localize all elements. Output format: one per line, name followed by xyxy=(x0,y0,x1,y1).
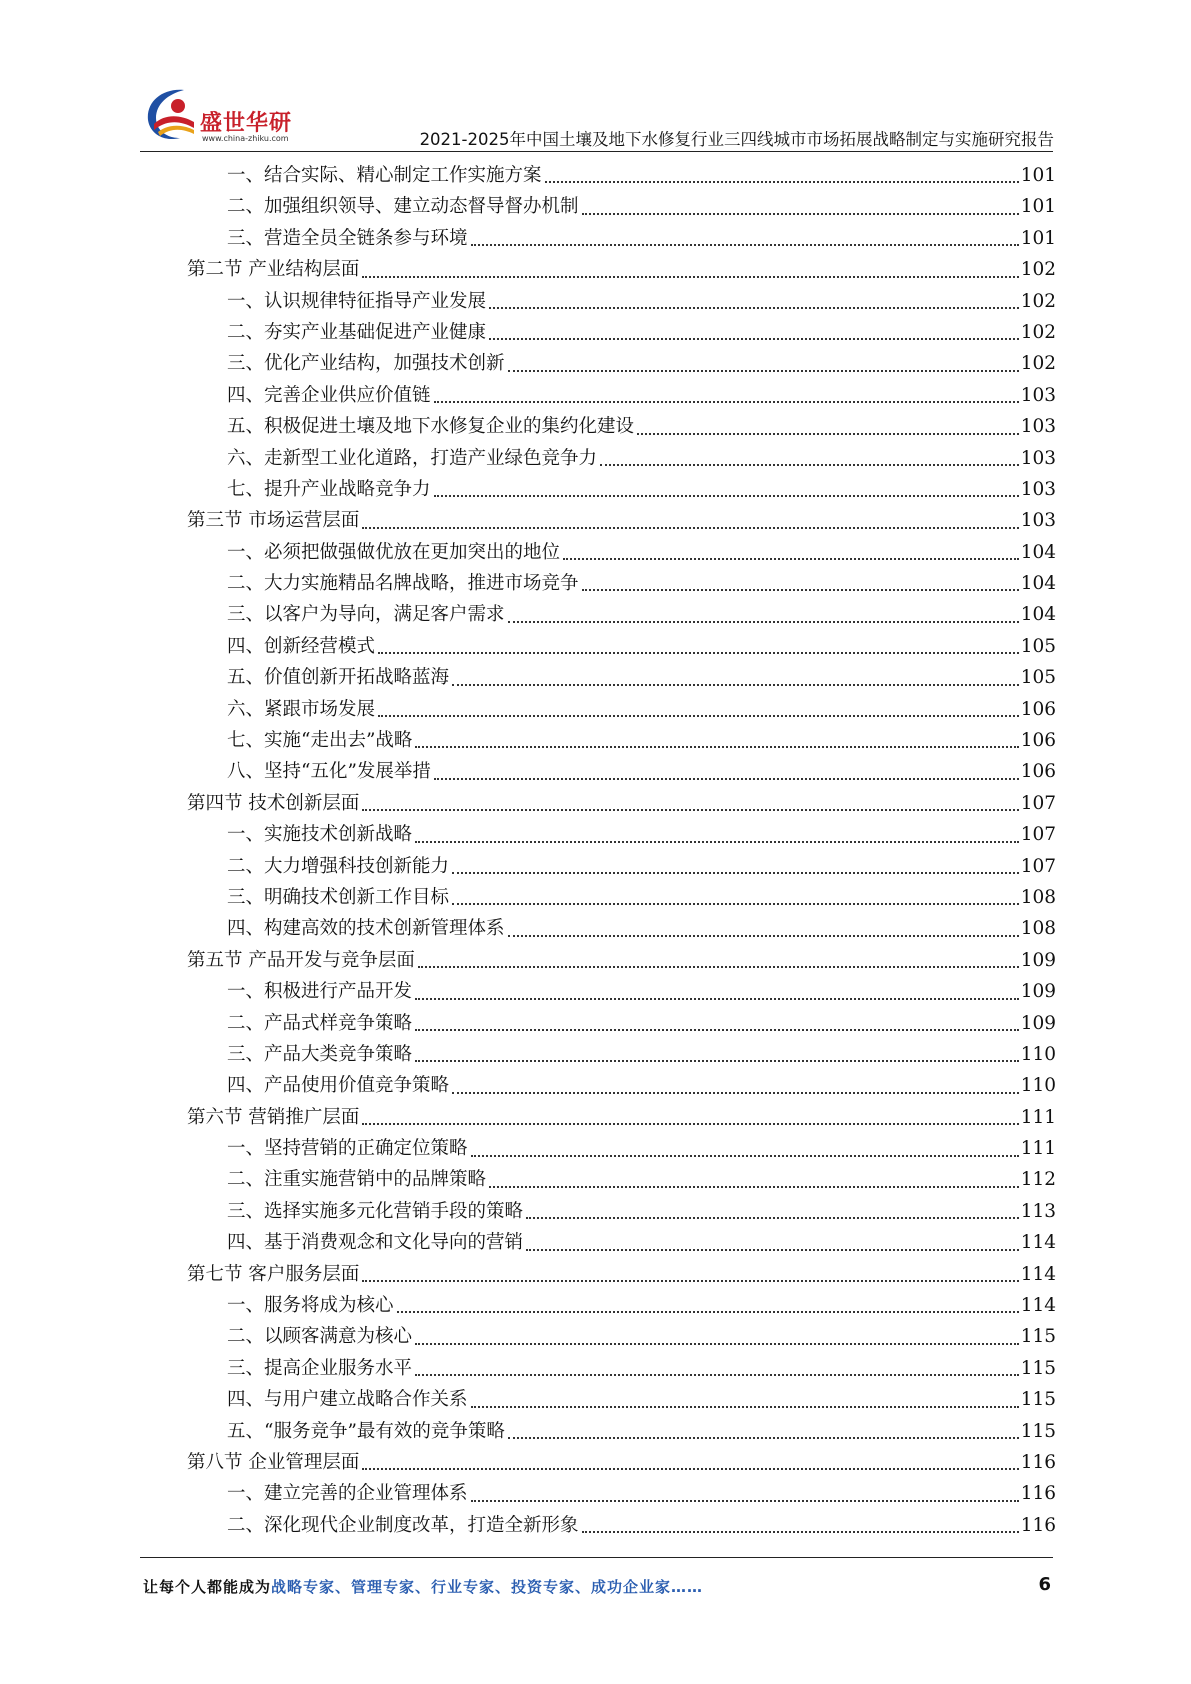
toc-dot-leader xyxy=(600,462,1019,466)
toc-entry-label: 八、坚持“五化”发展举措 xyxy=(227,761,431,783)
toc-entry-page: 114 xyxy=(1020,1263,1056,1285)
toc-entry-page: 101 xyxy=(1020,227,1056,249)
toc-entry-label: 六、紧跟市场发展 xyxy=(227,698,376,720)
toc-section-entry[interactable] xyxy=(187,945,1056,976)
toc-item-entry[interactable] xyxy=(187,1227,1056,1258)
toc-entry-label: 第三节 市场运营层面 xyxy=(187,510,360,532)
toc-entry-label: 四、构建高效的技术创新管理体系 xyxy=(227,918,505,940)
toc-dot-leader xyxy=(378,713,1019,717)
document-title: 2021-2025年中国土壤及地下水修复行业三四线城市市场拓展战略制定与实施研究报告 xyxy=(419,130,1054,149)
toc-item-entry[interactable] xyxy=(187,913,1056,944)
toc-entry-page: 107 xyxy=(1020,792,1056,814)
toc-entry-page: 105 xyxy=(1020,635,1056,657)
logo-url: www.china-zhiku.com xyxy=(202,134,289,143)
toc-item-entry[interactable] xyxy=(187,191,1056,222)
toc-dot-leader xyxy=(471,1153,1019,1157)
toc-dot-leader xyxy=(362,807,1018,811)
toc-entry-label: 二、大力增强科技创新能力 xyxy=(227,855,450,877)
header-divider xyxy=(140,151,1053,152)
toc-entry-label: 二、大力实施精品名牌战略，推进市场竞争 xyxy=(227,573,579,595)
toc-entry-page: 109 xyxy=(1020,949,1056,971)
toc-entry-label: 第二节 产业结构层面 xyxy=(187,259,360,281)
toc-dot-leader xyxy=(452,870,1019,874)
toc-entry-label: 四、完善企业供应价值链 xyxy=(227,384,431,406)
toc-entry-label: 三、选择实施多元化营销手段的策略 xyxy=(227,1200,524,1222)
page-number: 6 xyxy=(1038,1574,1051,1595)
toc-entry-label: 三、提高企业服务水平 xyxy=(227,1357,413,1379)
toc-dot-leader xyxy=(362,1466,1018,1470)
toc-entry-page: 106 xyxy=(1020,698,1056,720)
toc-entry-page: 104 xyxy=(1020,573,1056,595)
toc-entry-page: 104 xyxy=(1020,541,1056,563)
toc-dot-leader xyxy=(563,556,1019,560)
toc-dot-leader xyxy=(489,305,1019,309)
toc-entry-label: 四、创新经营模式 xyxy=(227,635,376,657)
toc-entry-label: 第五节 产品开发与竞争层面 xyxy=(187,949,415,971)
toc-item-entry[interactable] xyxy=(187,1070,1056,1101)
toc-entry-page: 114 xyxy=(1020,1295,1056,1317)
toc-item-entry[interactable] xyxy=(187,223,1056,254)
toc-entry-label: 第四节 技术创新层面 xyxy=(187,792,360,814)
footer-slogan-suffix: …… xyxy=(671,1578,704,1596)
toc-dot-leader xyxy=(471,1404,1019,1408)
toc-item-entry[interactable] xyxy=(187,819,1056,850)
toc-entry-page: 116 xyxy=(1020,1483,1056,1505)
toc-section-entry[interactable] xyxy=(187,1102,1056,1133)
toc-dot-leader xyxy=(397,1309,1019,1313)
toc-dot-leader xyxy=(434,776,1019,780)
logo-emblem-icon xyxy=(140,84,204,148)
toc-entry-label: 一、坚持营销的正确定位策略 xyxy=(227,1138,468,1160)
toc-dot-leader xyxy=(526,1215,1019,1219)
toc-item-entry[interactable] xyxy=(187,380,1056,411)
toc-entry-label: 四、基于消费观念和文化导向的营销 xyxy=(227,1232,524,1254)
toc-item-entry[interactable] xyxy=(187,1510,1056,1541)
toc-entry-page: 110 xyxy=(1020,1075,1056,1097)
toc-item-entry[interactable] xyxy=(187,1165,1056,1196)
toc-section-entry[interactable] xyxy=(187,254,1056,285)
toc-entry-page: 104 xyxy=(1020,604,1056,626)
footer-divider xyxy=(140,1557,1053,1558)
toc-entry-page: 109 xyxy=(1020,981,1056,1003)
toc-entry-label: 四、产品使用价值竞争策略 xyxy=(227,1075,450,1097)
toc-entry-label: 二、加强组织领导、建立动态督导督办机制 xyxy=(227,196,579,218)
toc-entry-label: 五、积极促进土壤及地下水修复企业的集约化建设 xyxy=(227,416,635,438)
toc-entry-page: 115 xyxy=(1020,1389,1056,1411)
footer-slogan-highlight: 战略专家、管理专家、行业专家、投资专家、成功企业家 xyxy=(271,1578,672,1596)
toc-item-entry[interactable] xyxy=(187,1416,1056,1447)
toc-entry-label: 第六节 营销推广层面 xyxy=(187,1106,360,1128)
company-logo xyxy=(140,84,310,150)
toc-item-entry[interactable] xyxy=(187,851,1056,882)
toc-item-entry[interactable] xyxy=(187,1321,1056,1352)
toc-dot-leader xyxy=(489,336,1019,340)
toc-dot-leader xyxy=(415,744,1018,748)
toc-entry-label: 七、提升产业战略竞争力 xyxy=(227,478,431,500)
toc-entry-page: 107 xyxy=(1020,824,1056,846)
toc-item-entry[interactable] xyxy=(187,411,1056,442)
toc-dot-leader xyxy=(415,996,1019,1000)
toc-dot-leader xyxy=(415,1372,1019,1376)
toc-entry-page: 103 xyxy=(1020,478,1056,500)
page-header xyxy=(0,0,1191,160)
toc-entry-label: 三、优化产业结构，加强技术创新 xyxy=(227,353,505,375)
toc-item-entry[interactable] xyxy=(187,756,1056,787)
toc-entry-page: 109 xyxy=(1020,1012,1056,1034)
toc-entry-page: 102 xyxy=(1020,353,1056,375)
toc-item-entry[interactable] xyxy=(187,631,1056,662)
toc-dot-leader xyxy=(415,839,1019,843)
toc-item-entry[interactable] xyxy=(187,1196,1056,1227)
toc-item-entry[interactable] xyxy=(187,1133,1056,1164)
toc-dot-leader xyxy=(434,399,1019,403)
toc-entry-page: 103 xyxy=(1020,447,1056,469)
toc-item-entry[interactable] xyxy=(187,662,1056,693)
toc-entry-label: 第八节 企业管理层面 xyxy=(187,1452,360,1473)
toc-entry-label: 一、积极进行产品开发 xyxy=(227,981,413,1003)
toc-item-entry[interactable] xyxy=(187,694,1056,725)
toc-item-entry[interactable] xyxy=(187,160,1056,191)
toc-item-entry[interactable] xyxy=(187,1478,1056,1509)
table-of-contents xyxy=(187,160,1056,1541)
toc-entry-page: 106 xyxy=(1020,730,1056,752)
footer-slogan xyxy=(143,1576,703,1597)
toc-item-entry[interactable] xyxy=(187,568,1056,599)
toc-entry-page: 102 xyxy=(1020,259,1056,281)
toc-item-entry[interactable] xyxy=(187,286,1056,317)
toc-entry-label: 一、结合实际、精心制定工作实施方案 xyxy=(227,164,542,186)
toc-entry-label: 一、必须把做强做优放在更加突出的地位 xyxy=(227,541,561,563)
toc-entry-page: 114 xyxy=(1020,1232,1056,1254)
toc-dot-leader xyxy=(508,619,1019,623)
toc-item-entry[interactable] xyxy=(187,725,1056,756)
toc-entry-page: 115 xyxy=(1020,1326,1056,1348)
toc-item-entry[interactable] xyxy=(187,317,1056,348)
toc-entry-page: 106 xyxy=(1020,761,1056,783)
toc-entry-label: 三、营造全员全链条参与环境 xyxy=(227,227,468,249)
toc-entry-label: 二、注重实施营销中的品牌策略 xyxy=(227,1169,487,1191)
toc-dot-leader xyxy=(415,1027,1019,1031)
toc-item-entry[interactable] xyxy=(187,599,1056,630)
toc-entry-label: 六、走新型工业化道路，打造产业绿色竞争力 xyxy=(227,447,598,469)
toc-dot-leader xyxy=(434,493,1019,497)
toc-entry-page: 103 xyxy=(1020,510,1056,532)
toc-item-entry[interactable] xyxy=(187,882,1056,913)
toc-entry-label: 二、夯实产业基础促进产业健康 xyxy=(227,321,487,343)
toc-dot-leader xyxy=(582,587,1019,591)
toc-entry-label: 七、实施“走出去”战略 xyxy=(227,730,413,752)
toc-entry-page: 102 xyxy=(1020,321,1056,343)
toc-dot-leader xyxy=(582,1529,1019,1533)
toc-item-entry[interactable] xyxy=(187,474,1056,505)
toc-entry-page: 101 xyxy=(1020,164,1056,186)
toc-entry-page: 113 xyxy=(1020,1200,1056,1222)
toc-entry-page: 101 xyxy=(1020,196,1056,218)
toc-section-entry[interactable] xyxy=(187,788,1056,819)
toc-entry-label: 三、明确技术创新工作目标 xyxy=(227,886,450,908)
toc-entry-page: 115 xyxy=(1020,1357,1056,1379)
toc-dot-leader xyxy=(471,1498,1019,1502)
toc-entry-label: 四、与用户建立战略合作关系 xyxy=(227,1389,468,1411)
toc-item-entry[interactable] xyxy=(187,1039,1056,1070)
toc-entry-label: 一、建立完善的企业管理体系 xyxy=(227,1483,468,1505)
toc-dot-leader xyxy=(526,1247,1019,1251)
toc-dot-leader xyxy=(452,1090,1019,1094)
toc-dot-leader xyxy=(362,1278,1018,1282)
toc-dot-leader xyxy=(378,650,1019,654)
toc-entry-page: 103 xyxy=(1020,416,1056,438)
toc-entry-label: 五、“服务竞争”最有效的竞争策略 xyxy=(227,1420,505,1442)
toc-item-entry[interactable] xyxy=(187,976,1056,1007)
toc-section-entry[interactable] xyxy=(187,505,1056,536)
toc-dot-leader xyxy=(362,274,1018,278)
toc-entry-page: 116 xyxy=(1020,1514,1056,1536)
toc-dot-leader xyxy=(582,211,1019,215)
toc-entry-label: 三、产品大类竞争策略 xyxy=(227,1043,413,1065)
toc-entry-page: 110 xyxy=(1020,1043,1056,1065)
toc-entry-page: 115 xyxy=(1020,1420,1056,1442)
toc-entry-label: 一、服务将成为核心 xyxy=(227,1295,394,1317)
toc-dot-leader xyxy=(418,964,1019,968)
logo-name: 盛世华研 xyxy=(200,111,293,136)
toc-entry-label: 五、价值创新开拓战略蓝海 xyxy=(227,667,450,689)
toc-dot-leader xyxy=(415,1058,1019,1062)
toc-entry-page: 105 xyxy=(1020,667,1056,689)
toc-item-entry[interactable] xyxy=(187,1290,1056,1321)
toc-section-entry[interactable] xyxy=(187,1259,1056,1290)
toc-item-entry[interactable] xyxy=(187,443,1056,474)
toc-entry-label: 二、以顾客满意为核心 xyxy=(227,1326,413,1348)
toc-item-entry[interactable] xyxy=(187,537,1056,568)
toc-entry-page: 108 xyxy=(1020,886,1056,908)
toc-dot-leader xyxy=(508,1435,1019,1439)
toc-dot-leader xyxy=(415,1341,1019,1345)
footer-slogan-prefix: 让每个人都能成为 xyxy=(143,1578,272,1596)
toc-dot-leader xyxy=(452,682,1019,686)
toc-dot-leader xyxy=(489,1184,1019,1188)
toc-item-entry[interactable] xyxy=(187,1008,1056,1039)
toc-dot-leader xyxy=(362,1121,1018,1125)
toc-item-entry[interactable] xyxy=(187,1384,1056,1415)
toc-entry-page: 116 xyxy=(1020,1452,1056,1473)
toc-entry-page: 111 xyxy=(1020,1106,1056,1128)
toc-entry-page: 112 xyxy=(1020,1169,1056,1191)
toc-entry-label: 第七节 客户服务层面 xyxy=(187,1263,360,1285)
toc-dot-leader xyxy=(452,901,1019,905)
toc-dot-leader xyxy=(637,431,1019,435)
toc-dot-leader xyxy=(471,242,1019,246)
toc-entry-label: 二、产品式样竞争策略 xyxy=(227,1012,413,1034)
toc-entry-page: 107 xyxy=(1020,855,1056,877)
toc-dot-leader xyxy=(508,368,1019,372)
toc-entry-page: 102 xyxy=(1020,290,1056,312)
toc-dot-leader xyxy=(362,525,1018,529)
toc-dot-leader xyxy=(508,933,1019,937)
toc-entry-page: 103 xyxy=(1020,384,1056,406)
toc-entry-page: 111 xyxy=(1020,1138,1056,1160)
toc-entry-label: 三、以客户为导向，满足客户需求 xyxy=(227,604,505,626)
toc-section-entry[interactable] xyxy=(187,1447,1056,1478)
toc-entry-page: 108 xyxy=(1020,918,1056,940)
toc-entry-label: 一、实施技术创新战略 xyxy=(227,824,413,846)
toc-dot-leader xyxy=(545,179,1019,183)
toc-item-entry[interactable] xyxy=(187,1353,1056,1384)
toc-item-entry[interactable] xyxy=(187,348,1056,379)
toc-entry-label: 二、深化现代企业制度改革，打造全新形象 xyxy=(227,1514,579,1536)
toc-entry-label: 一、认识规律特征指导产业发展 xyxy=(227,290,487,312)
